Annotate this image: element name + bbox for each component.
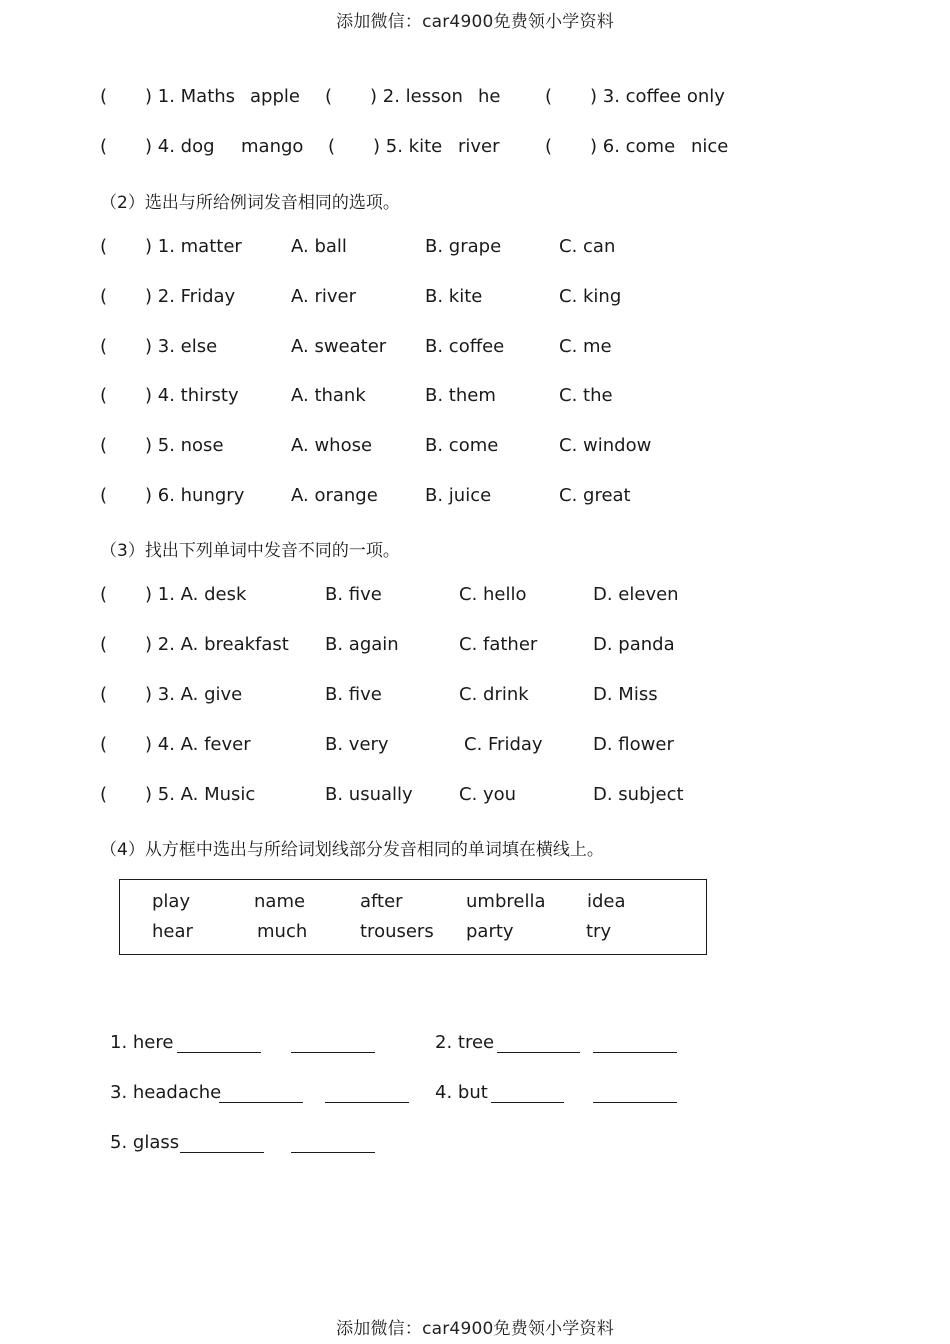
option-a: A. river <box>291 286 356 307</box>
box-word: name <box>254 891 306 912</box>
section-2-row <box>0 435 950 465</box>
option-a: A. whose <box>291 435 373 456</box>
section-3-row <box>0 784 950 814</box>
fill-item-4: 4. but <box>435 1082 488 1103</box>
box-word: after <box>360 891 403 912</box>
item-5-compare: river <box>458 136 500 157</box>
fill-item-3: 3. headache <box>110 1082 222 1103</box>
item-2: ) 2. lesson <box>370 86 463 107</box>
item-4-compare: mango <box>241 136 304 157</box>
item-6-compare: nice <box>691 136 729 157</box>
fill-item-1: 1. here <box>110 1032 174 1053</box>
answer-bracket[interactable]: ( <box>100 684 108 705</box>
answer-blank[interactable] <box>491 1084 564 1103</box>
option-b: B. coffee <box>425 336 505 357</box>
question-word: ) 3. else <box>145 336 218 357</box>
option-d: D. flower <box>593 734 674 755</box>
question-word: ) 1. matter <box>145 236 242 257</box>
answer-bracket[interactable]: ( <box>100 734 108 755</box>
section-2-row <box>0 336 950 366</box>
bracket-open: ( <box>100 136 108 157</box>
option-b: B. them <box>425 385 496 406</box>
answer-blank[interactable] <box>593 1034 677 1053</box>
watermark-bottom: 添加微信：car4900免费领小学资料 <box>336 1319 614 1339</box>
option-b: B. usually <box>325 784 413 805</box>
fill-item-2: 2. tree <box>435 1032 495 1053</box>
option-c: C. Friday <box>464 734 543 755</box>
question-option-a: ) 3. A. give <box>145 684 243 705</box>
option-d: D. panda <box>593 634 675 655</box>
item-2-compare: he <box>478 86 501 107</box>
option-c: C. the <box>559 385 613 406</box>
answer-blank[interactable] <box>497 1034 580 1053</box>
watermark-top: 添加微信：car4900免费领小学资料 <box>336 12 614 32</box>
section-2-row <box>0 485 950 515</box>
item-5: ) 5. kite <box>373 136 443 157</box>
word-box <box>119 879 707 955</box>
option-b: B. come <box>425 435 499 456</box>
answer-blank[interactable] <box>291 1134 375 1153</box>
option-a: A. ball <box>291 236 347 257</box>
answer-bracket[interactable]: ( <box>100 286 108 307</box>
question-word: ) 4. thirsty <box>145 385 239 406</box>
fill-item-5: 5. glass <box>110 1132 180 1153</box>
section-3-row <box>0 684 950 714</box>
option-c: C. father <box>459 634 538 655</box>
box-word: hear <box>152 921 193 942</box>
box-word: idea <box>587 891 626 912</box>
answer-bracket[interactable]: ( <box>100 435 108 456</box>
option-d: D. Miss <box>593 684 658 705</box>
question-word: ) 6. hungry <box>145 485 245 506</box>
question-word: ) 2. Friday <box>145 286 236 307</box>
item-1: ) 1. Maths <box>145 86 236 107</box>
question-option-a: ) 2. A. breakfast <box>145 634 289 655</box>
option-b: B. very <box>325 734 389 755</box>
item-6: ) 6. come <box>590 136 676 157</box>
part1-row-1 <box>0 86 950 116</box>
option-b: B. kite <box>425 286 483 307</box>
option-c: C. you <box>459 784 517 805</box>
question-word: ) 5. nose <box>145 435 224 456</box>
box-word: play <box>152 891 191 912</box>
section-4-title: （4）从方框中选出与所给词划线部分发音相同的单词填在横线上。 <box>100 840 604 860</box>
section-3-row <box>0 734 950 764</box>
answer-blank[interactable] <box>593 1084 677 1103</box>
answer-bracket[interactable]: ( <box>100 784 108 805</box>
option-b: B. juice <box>425 485 492 506</box>
bracket-open: ( <box>325 86 333 107</box>
option-d: D. eleven <box>593 584 679 605</box>
answer-blank[interactable] <box>180 1134 264 1153</box>
answer-bracket[interactable]: ( <box>100 485 108 506</box>
question-option-a: ) 1. A. desk <box>145 584 247 605</box>
option-c: C. great <box>559 485 631 506</box>
option-b: B. grape <box>425 236 502 257</box>
section-2-row <box>0 236 950 266</box>
option-a: A. thank <box>291 385 366 406</box>
answer-blank[interactable] <box>325 1084 409 1103</box>
answer-bracket[interactable]: ( <box>100 385 108 406</box>
bracket-open: ( <box>328 136 336 157</box>
option-c: C. hello <box>459 584 527 605</box>
item-4: ) 4. dog <box>145 136 215 157</box>
section-3-title: （3）找出下列单词中发音不同的一项。 <box>100 541 400 561</box>
question-option-a: ) 4. A. fever <box>145 734 251 755</box>
box-word: party <box>466 921 514 942</box>
answer-bracket[interactable]: ( <box>100 236 108 257</box>
box-word: umbrella <box>466 891 546 912</box>
box-word: try <box>586 921 612 942</box>
option-a: A. orange <box>291 485 378 506</box>
option-b: B. again <box>325 634 399 655</box>
answer-blank[interactable] <box>219 1084 303 1103</box>
option-c: C. king <box>559 286 622 307</box>
box-word: much <box>257 921 308 942</box>
option-c: C. can <box>559 236 616 257</box>
answer-blank[interactable] <box>291 1034 375 1053</box>
section-2-row <box>0 286 950 316</box>
item-3: ) 3. coffee only <box>590 86 725 107</box>
bracket-open: ( <box>100 86 108 107</box>
answer-bracket[interactable]: ( <box>100 336 108 357</box>
bracket-open: ( <box>545 136 553 157</box>
option-b: B. five <box>325 684 382 705</box>
answer-bracket[interactable]: ( <box>100 584 108 605</box>
section-2-row <box>0 385 950 415</box>
question-option-a: ) 5. A. Music <box>145 784 256 805</box>
section-3-row <box>0 634 950 664</box>
option-a: A. sweater <box>291 336 387 357</box>
option-d: D. subject <box>593 784 684 805</box>
item-1-compare: apple <box>250 86 300 107</box>
answer-bracket[interactable]: ( <box>100 634 108 655</box>
option-b: B. five <box>325 584 382 605</box>
part1-row-2 <box>0 136 950 166</box>
option-c: C. drink <box>459 684 529 705</box>
answer-blank[interactable] <box>177 1034 261 1053</box>
section-3-row <box>0 584 950 614</box>
bracket-open: ( <box>545 86 553 107</box>
section-2-title: （2）选出与所给例词发音相同的选项。 <box>100 193 400 213</box>
header-remnant <box>0 26 950 36</box>
box-word: trousers <box>360 921 434 942</box>
option-c: C. me <box>559 336 612 357</box>
option-c: C. window <box>559 435 652 456</box>
